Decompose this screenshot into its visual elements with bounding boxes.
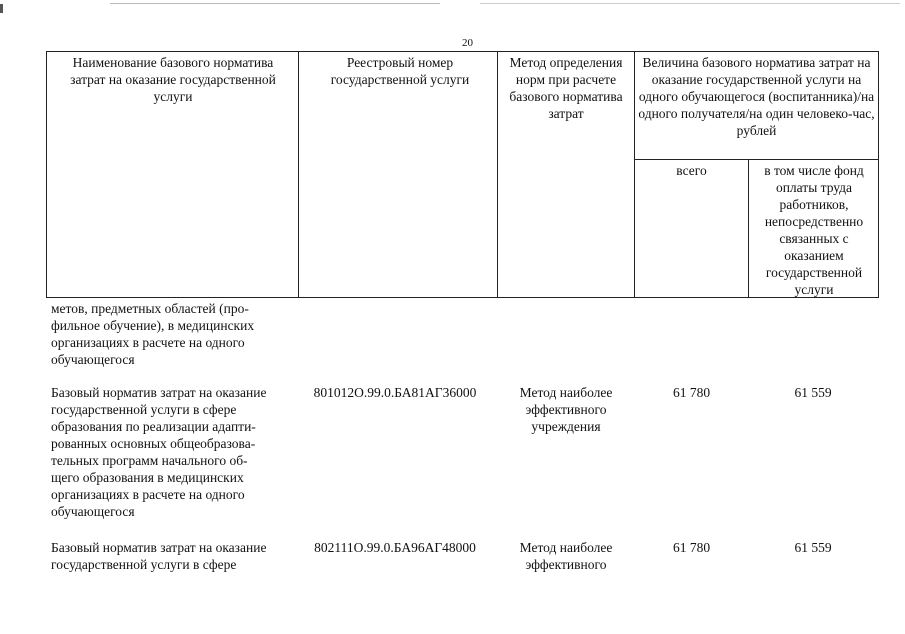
scan-corner-mark [0, 4, 3, 13]
row-method: Метод наиболее эффективного учреждения [519, 385, 613, 434]
scan-top-line [110, 3, 440, 4]
header-value-total: всего [676, 163, 707, 178]
row-method: Метод наиболее эффективного [519, 540, 613, 572]
row-registry: 801012О.99.0.БА81АГ36000 [313, 385, 477, 400]
row-total: 61 780 [672, 385, 711, 400]
row-name: Базовый норматив затрат на оказание государственной услуги в сфере образования по реализации адапти- рованных основных общеобразова- тельных программ начального об- щего образования в медицинских организациях в расчете на одного обучающегося [51, 385, 267, 519]
row-fot: 61 559 [794, 540, 832, 555]
header-value-fot: в том числе фонд оплаты труда работников, непосредственно связанных с оказанием государственной услуги [764, 163, 864, 297]
header-registry: Реестровый номер государственной услуги [330, 55, 470, 87]
scan-top-line-right [480, 3, 900, 4]
row-fot: 61 559 [794, 385, 832, 400]
row-total: 61 780 [672, 540, 711, 555]
header-name: Наименование базового норматива затрат на оказание государственной услуги [70, 55, 276, 104]
row-continuation-name: метов, предметных областей (про- фильное обучение), в медицинских организациях в расчете на одного обучающегося [51, 301, 255, 367]
header-value: Величина базового норматива затрат на оказание государственной услуги на одного обучающегося (воспитанника)/на одного получателя/на один человеко-час, рублей [638, 55, 875, 138]
page-number: 20 [462, 37, 473, 49]
header-method: Метод определения норм при расчете базового норматива затрат [509, 55, 623, 121]
row-name: Базовый норматив затрат на оказание государственной услуги в сфере [51, 540, 267, 572]
row-registry: 802111О.99.0.БА96АГ48000 [314, 540, 476, 555]
